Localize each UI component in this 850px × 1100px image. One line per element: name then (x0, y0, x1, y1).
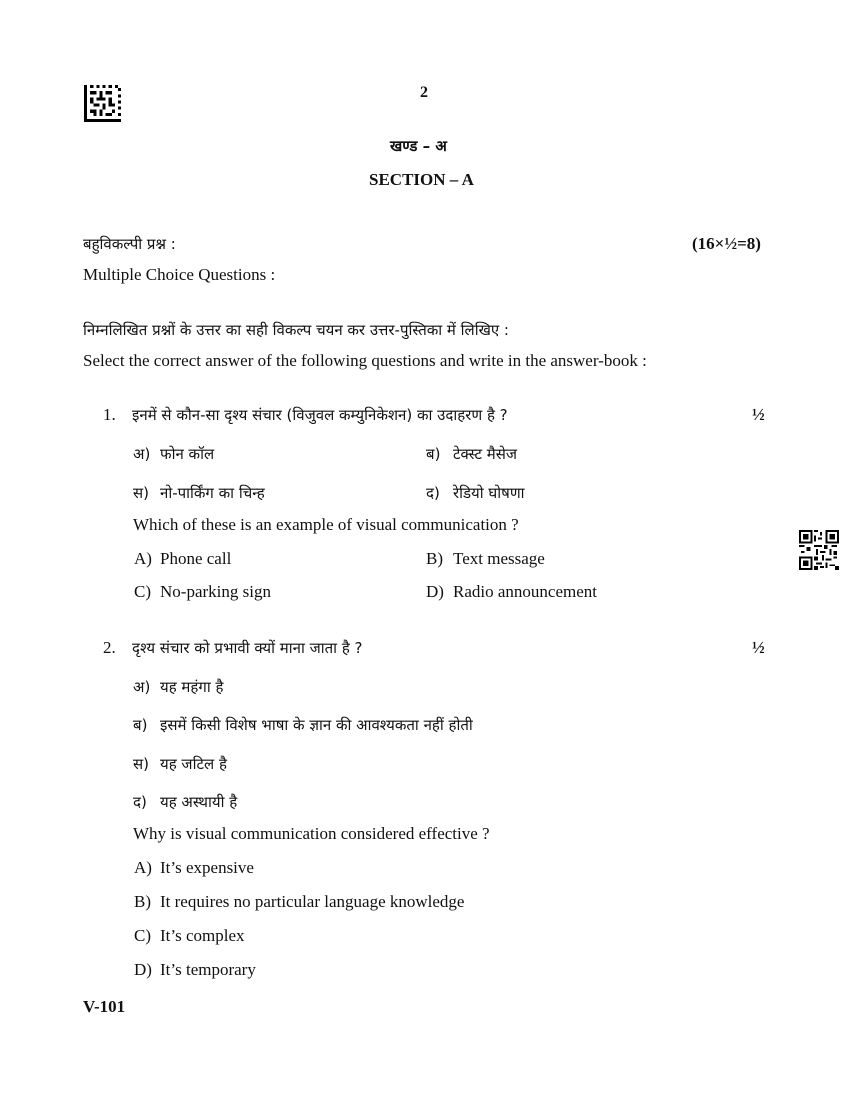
option-text: It’s expensive (160, 858, 254, 877)
option-label: ब) (133, 716, 148, 734)
question-text: Which of these is an example of visual communication ? (133, 515, 519, 534)
option-label: ब) (426, 445, 441, 463)
option-text-hindi: यह अस्थायी है (160, 793, 238, 811)
option-text: Phone call (160, 549, 232, 568)
option-label: B) (134, 892, 151, 911)
option-text-hindi: रेडियो घोषणा (453, 484, 525, 502)
question-marks: ½ (752, 405, 765, 424)
option-label: B) (426, 549, 443, 568)
option-label: D) (426, 582, 444, 601)
option-label: A) (134, 858, 152, 877)
total-marks: (16×½=8) (692, 234, 761, 253)
section-title-hindi: खण्ड – अ (390, 137, 447, 155)
option-text: It requires no particular language knowledge (160, 892, 465, 911)
option-label: D) (134, 960, 152, 979)
option-text-hindi: टेक्स्ट मैसेज (453, 445, 518, 463)
option-text-hindi: इसमें किसी विशेष भाषा के ज्ञान की आवश्यकता नहीं होती (160, 716, 473, 734)
datamatrix-code-icon (84, 85, 121, 122)
option-text-hindi: यह महंगा है (160, 678, 224, 696)
option-label: द) (133, 793, 147, 811)
option-label: अ) (133, 678, 151, 696)
option-text: It’s temporary (160, 960, 256, 979)
option-label: स) (133, 755, 149, 773)
instruction-hindi: निम्नलिखित प्रश्नों के उत्तर का सही विकल्प चयन कर उत्तर-पुस्तिका में लिखिए : (83, 321, 509, 339)
option-text-hindi: फोन कॉल (160, 445, 215, 463)
option-label: स) (133, 484, 149, 502)
paper-code: V-101 (83, 997, 126, 1016)
option-text: It’s complex (160, 926, 245, 945)
section-title: SECTION – A (369, 170, 474, 189)
question-marks: ½ (752, 638, 765, 657)
option-label: द) (426, 484, 440, 502)
mcq-title-hindi: बहुविकल्पी प्रश्न : (83, 235, 176, 253)
option-text: Text message (453, 549, 545, 568)
question-text-hindi: इनमें से कौन-सा दृश्य संचार (विजुवल कम्युनिकेशन) का उदाहरण है ? (132, 406, 508, 424)
option-label: अ) (133, 445, 151, 463)
question-number: 1. (103, 405, 116, 424)
qr-code-icon (799, 530, 839, 570)
question-text-hindi: दृश्य संचार को प्रभावी क्यों माना जाता है ? (132, 639, 363, 657)
mcq-title: Multiple Choice Questions : (83, 265, 276, 284)
instruction: Select the correct answer of the following questions and write in the answer-book : (83, 351, 647, 370)
question-text: Why is visual communication considered effective ? (133, 824, 490, 843)
option-label: C) (134, 582, 151, 601)
option-text-hindi: यह जटिल है (160, 755, 227, 773)
option-text: No-parking sign (160, 582, 271, 601)
option-label: C) (134, 926, 151, 945)
page-number: 2 (420, 84, 428, 101)
option-label: A) (134, 549, 152, 568)
option-text-hindi: नो-पार्किंग का चिन्ह (160, 484, 265, 502)
option-text: Radio announcement (453, 582, 597, 601)
question-number: 2. (103, 638, 116, 657)
